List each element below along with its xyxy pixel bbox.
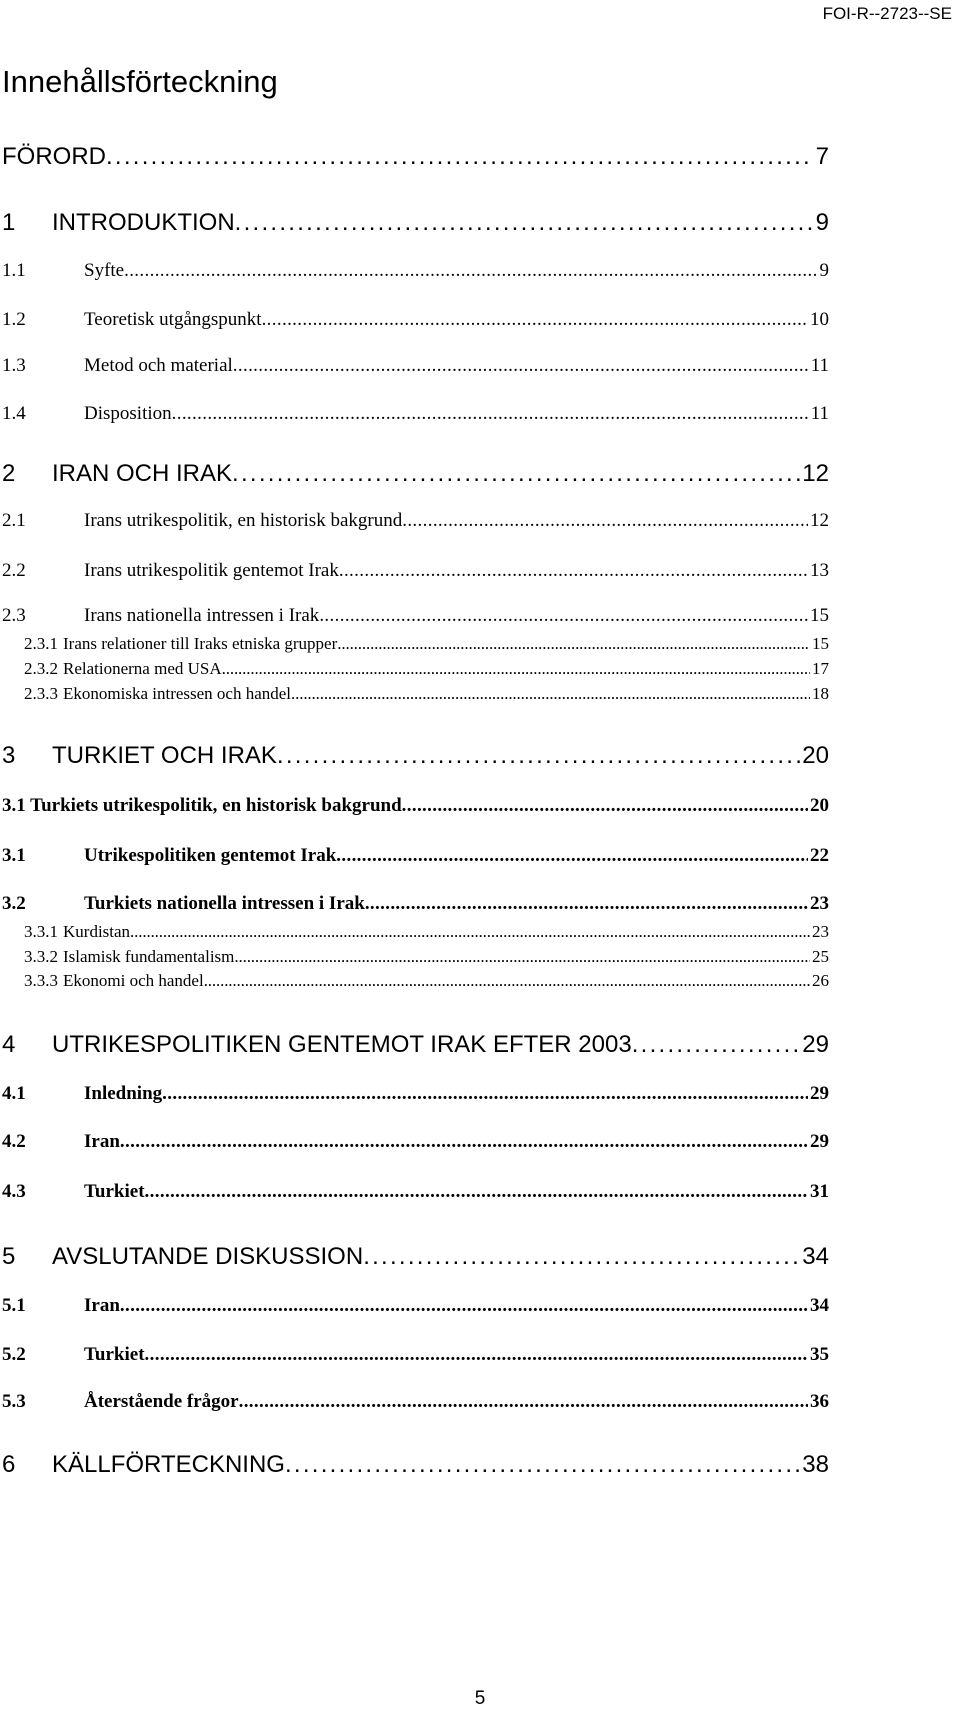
dot-leader <box>235 209 814 237</box>
toc-entry-text: INTRODUKTION <box>52 209 235 236</box>
toc-entry-text: Ekonomi och handel <box>63 971 204 990</box>
toc-entry-3-3-1[interactable] <box>24 922 829 942</box>
toc-entry-text: 3.1 Turkiets utrikespolitik, en historisk bakgrund <box>2 795 402 816</box>
toc-entry-page: 20 <box>810 795 829 816</box>
toc-entry-4-1[interactable] <box>2 1083 829 1105</box>
page-number: 5 <box>474 1688 486 1709</box>
toc-entry-number: 2.3.3 <box>24 684 58 703</box>
toc-entry-text: Iran <box>84 1131 120 1152</box>
document-id: FOI-R--2723--SE <box>822 4 952 23</box>
toc-entry-2-3-2[interactable] <box>24 659 829 679</box>
toc-entry-4[interactable] <box>2 1031 829 1059</box>
toc-entry-page: 29 <box>810 1083 829 1104</box>
toc-entry-text: Turkiet <box>84 1181 145 1202</box>
toc-entry-number: 1 <box>2 209 16 236</box>
toc-entry-page: 23 <box>812 922 829 941</box>
toc-entry-text: Relationerna med USA <box>63 659 222 678</box>
toc-entry-number: 2.3.1 <box>24 634 58 653</box>
toc-entry-text: Irans nationella intressen i Irak <box>84 605 320 626</box>
toc-entry-page: 11 <box>810 355 829 376</box>
dot-leader <box>124 260 817 282</box>
toc-entry-forord[interactable] <box>2 143 829 171</box>
toc-entry-number: 2.3.2 <box>24 659 58 678</box>
toc-entry-2-2[interactable] <box>2 560 829 582</box>
toc-entry-1-3[interactable] <box>2 355 829 377</box>
toc-entry-number: 3.3.2 <box>24 947 58 966</box>
toc-entry-page: 29 <box>810 1131 829 1152</box>
dot-leader <box>365 893 808 915</box>
toc-entry-text: AVSLUTANDE DISKUSSION <box>52 1243 364 1270</box>
dot-leader <box>239 1391 808 1413</box>
toc-entry-text: Kurdistan <box>63 922 131 941</box>
toc-entry-number: 3.3.3 <box>24 971 58 990</box>
toc-entry-text: Irans utrikespolitik, en historisk bakgrund <box>84 510 403 531</box>
dot-leader <box>145 1181 808 1203</box>
toc-entry-2[interactable] <box>2 460 829 488</box>
dot-leader <box>632 1031 801 1059</box>
toc-entry-number: 4.3 <box>2 1181 26 1202</box>
toc-entry-page: 7 <box>815 143 829 170</box>
toc-entry-1[interactable] <box>2 209 829 237</box>
toc-entry-page: 31 <box>810 1181 829 1202</box>
dot-leader <box>204 971 810 991</box>
toc-entry-text: UTRIKESPOLITIKEN GENTEMOT IRAK EFTER 2003 <box>52 1031 632 1058</box>
dot-leader <box>130 922 810 942</box>
toc-entry-number: 2.3 <box>2 605 26 626</box>
toc-entry-number: 3 <box>2 742 16 769</box>
dot-leader <box>162 1083 808 1105</box>
dot-leader <box>120 1131 808 1153</box>
toc-entry-5-3[interactable] <box>2 1391 829 1413</box>
toc-entry-number: 1.1 <box>2 260 26 281</box>
toc-entry-text: KÄLLFÖRTECKNING <box>52 1451 285 1478</box>
toc-entry-page: 38 <box>802 1451 829 1478</box>
toc-entry-text: Turkiets nationella intressen i Irak <box>84 893 365 914</box>
dot-leader <box>120 1295 808 1317</box>
toc-entry-page: 11 <box>810 403 829 424</box>
toc-entry-page: 35 <box>810 1344 829 1365</box>
toc-entry-5[interactable] <box>2 1243 829 1271</box>
toc-entry-page: 9 <box>815 209 829 236</box>
dot-leader <box>234 947 810 967</box>
toc-entry-text: Metod och material <box>84 355 233 376</box>
toc-entry-2-3-3[interactable] <box>24 684 829 704</box>
toc-entry-3-1-irak[interactable] <box>2 845 829 867</box>
toc-entry-page: 12 <box>810 510 829 531</box>
toc-entry-text: Irans relationer till Iraks etniska grupper <box>63 634 338 653</box>
dot-leader <box>232 460 800 488</box>
toc-entry-2-3[interactable] <box>2 605 829 627</box>
toc-entry-text: Utrikespolitiken gentemot Irak <box>84 845 337 866</box>
page-title: Innehållsförteckning <box>2 64 278 99</box>
toc-entry-number: 4.1 <box>2 1083 26 1104</box>
toc-entry-text: Iran <box>84 1295 120 1316</box>
toc-entry-page: 22 <box>810 845 829 866</box>
toc-entry-page: 20 <box>802 742 829 769</box>
toc-entry-number: 1.3 <box>2 355 26 376</box>
toc-entry-page: 23 <box>810 893 829 914</box>
toc-entry-number: 5.1 <box>2 1295 26 1316</box>
toc-entry-text: Syfte <box>84 260 125 281</box>
toc-entry-page: 29 <box>802 1031 829 1058</box>
toc-entry-2-1[interactable] <box>2 510 829 532</box>
toc-entry-page: 10 <box>810 309 829 330</box>
toc-entry-number: 2.1 <box>2 510 26 531</box>
toc-entry-page: 15 <box>810 605 829 626</box>
toc-entry-4-2[interactable] <box>2 1131 829 1153</box>
toc-entry-number: 2.2 <box>2 560 26 581</box>
toc-entry-text: Inledning <box>84 1083 163 1104</box>
toc-entry-text: IRAN OCH IRAK <box>52 460 233 487</box>
toc-entry-page: 34 <box>810 1295 829 1316</box>
toc-entry-6[interactable] <box>2 1451 829 1479</box>
toc-entry-3-3-2[interactable] <box>24 947 829 967</box>
dot-leader <box>339 560 808 582</box>
toc-entry-page: 34 <box>802 1243 829 1270</box>
toc-entry-number: 3.2 <box>2 893 26 914</box>
toc-entry-text: Islamisk fundamentalism <box>63 947 235 966</box>
toc-entry-1-1[interactable] <box>2 260 829 282</box>
toc-entry-1-2[interactable] <box>2 309 829 331</box>
dot-leader <box>337 634 810 654</box>
toc-entry-1-4[interactable] <box>2 403 829 425</box>
toc-entry-number: 1.4 <box>2 403 26 424</box>
toc-entry-page: 13 <box>810 560 829 581</box>
toc-entry-text: Teoretisk utgångspunkt <box>84 309 262 330</box>
toc-entry-number: 1.2 <box>2 309 26 330</box>
dot-leader <box>222 659 810 679</box>
toc-entry-number: 2 <box>2 460 16 487</box>
toc-entry-number: 3.1 <box>2 845 26 866</box>
toc-entry-3-3-3[interactable] <box>24 971 829 991</box>
dot-leader <box>319 605 808 627</box>
toc-entry-5-1[interactable] <box>2 1295 829 1317</box>
toc-entry-text: Turkiet <box>84 1344 145 1365</box>
toc-entry-page: 17 <box>812 659 829 678</box>
toc-entry-3-2[interactable] <box>2 893 829 915</box>
toc-entry-page: 9 <box>819 260 829 281</box>
dot-leader <box>402 795 808 817</box>
dot-leader <box>402 510 808 532</box>
dot-leader <box>172 403 809 425</box>
toc-entry-number: 5.3 <box>2 1391 26 1412</box>
toc-entry-number: 3.3.1 <box>24 922 58 941</box>
toc-entry-page: 12 <box>802 460 829 487</box>
dot-leader <box>233 355 809 377</box>
toc-entry-text: Disposition <box>84 403 172 424</box>
toc-entry-page: 15 <box>812 634 829 653</box>
toc-entry-3[interactable] <box>2 742 829 770</box>
toc-entry-number: 6 <box>2 1451 16 1478</box>
toc-entry-number: 5.2 <box>2 1344 26 1365</box>
toc-entry-4-3[interactable] <box>2 1181 829 1203</box>
toc-entry-page: 18 <box>812 684 829 703</box>
toc-entry-page: 25 <box>812 947 829 966</box>
dot-leader <box>363 1243 800 1271</box>
toc-entry-text: Återstående frågor <box>84 1391 239 1412</box>
toc-entry-5-2[interactable] <box>2 1344 829 1366</box>
dot-leader <box>336 845 808 867</box>
toc-entry-page: 26 <box>812 971 829 990</box>
toc-entry-text: Ekonomiska intressen och handel <box>63 684 292 703</box>
toc-entry-page: 36 <box>810 1391 829 1412</box>
dot-leader <box>277 742 800 770</box>
toc-entry-text: Irans utrikespolitik gentemot Irak <box>84 560 339 581</box>
dot-leader <box>262 309 808 331</box>
dot-leader <box>106 143 814 171</box>
toc-entry-number: 4 <box>2 1031 16 1058</box>
toc-entry-number: 4.2 <box>2 1131 26 1152</box>
toc-entry-2-3-1[interactable] <box>24 634 829 654</box>
toc-entry-3-1-history[interactable] <box>2 795 829 817</box>
toc-entry-text: FÖRORD <box>2 143 106 170</box>
dot-leader <box>145 1344 808 1366</box>
dot-leader <box>285 1451 800 1479</box>
dot-leader <box>291 684 810 704</box>
toc-entry-number: 5 <box>2 1243 16 1270</box>
toc-entry-text: TURKIET OCH IRAK <box>52 742 277 769</box>
